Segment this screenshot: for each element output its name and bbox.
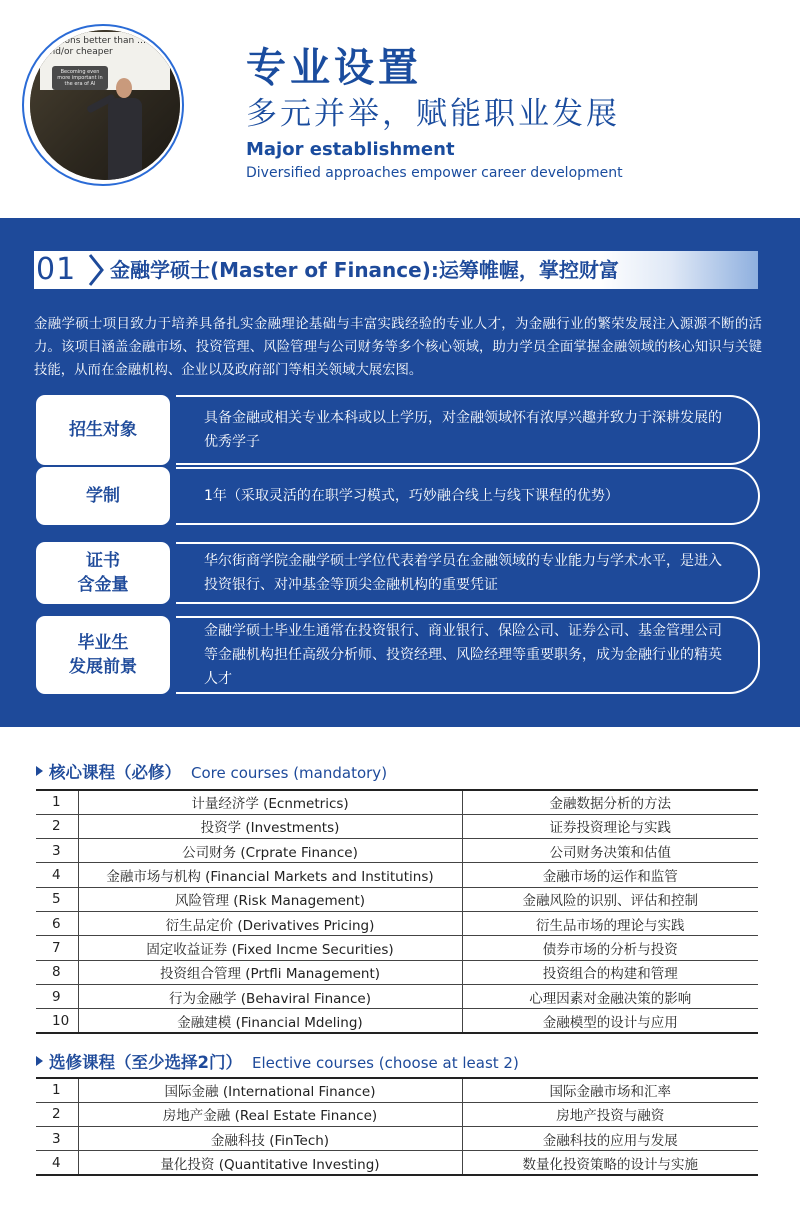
core-courses-title-en: Core courses (mandatory) — [191, 764, 388, 782]
table-row — [36, 790, 758, 814]
course-name: 固定收益证券 (Fixed Incme Securities) — [78, 936, 462, 960]
lecturer-figure — [108, 78, 144, 180]
chevron-right-icon — [86, 253, 106, 287]
elective-courses-table — [36, 1077, 758, 1176]
course-number: 2 — [36, 814, 78, 838]
info-content: 华尔街商学院金融学硕士学位代表着学员在金融领域的专业能力与学术水平，是进入投资银行、对冲基金等顶尖金融机构的重要凭证 — [176, 542, 760, 604]
core-courses-heading — [36, 759, 387, 783]
info-content: 具备金融或相关专业本科或以上学历，对金融领域怀有浓厚兴趣并致力于深耕发展的优秀学子 — [176, 395, 760, 465]
table-row — [36, 1009, 758, 1033]
info-label: 证书 含金量 — [36, 542, 170, 604]
page-subtitle-en: Diversified approaches empower career development — [246, 165, 623, 181]
course-name: 量化投资 (Quantitative Investing) — [78, 1151, 462, 1175]
section-heading-bar — [34, 251, 758, 289]
section-number: 01 — [36, 252, 77, 287]
course-name: 金融市场与机构 (Financial Markets and Institutins) — [78, 863, 462, 887]
page-subtitle: 多元并举，赋能职业发展 — [246, 96, 620, 132]
course-number: 2 — [36, 1102, 78, 1126]
course-description: 金融市场的运作和监管 — [462, 863, 758, 887]
course-name: 衍生品定价 (Derivatives Pricing) — [78, 911, 462, 935]
info-content: 1年（采取灵活的在职学习模式，巧妙融合线上与线下课程的优势） — [176, 467, 760, 525]
info-row-enrollment — [36, 395, 760, 465]
course-number: 3 — [36, 839, 78, 863]
elective-courses-heading — [36, 1049, 519, 1073]
program-section — [0, 218, 800, 727]
course-name: 投资组合管理 (Prtfli Management) — [78, 960, 462, 984]
info-content: 金融学硕士毕业生通常在投资银行、商业银行、保险公司、证券公司、基金管理公司等金融机构担任高级分析师、投资经理、风险经理等重要职务，成为金融行业的精英人才 — [176, 616, 760, 694]
page-title-en: Major establishment — [246, 139, 455, 160]
course-description: 国际金融市场和汇率 — [462, 1078, 758, 1102]
course-name: 行为金融学 (Behaviral Finance) — [78, 984, 462, 1008]
table-row — [36, 1102, 758, 1126]
elective-courses-title-cn: 选修课程（至少选择2门） — [49, 1053, 242, 1072]
course-description: 债券市场的分析与投资 — [462, 936, 758, 960]
course-number: 5 — [36, 887, 78, 911]
table-row — [36, 911, 758, 935]
course-number: 8 — [36, 960, 78, 984]
table-row — [36, 1078, 758, 1102]
core-courses-table — [36, 789, 758, 1034]
page-header — [0, 0, 800, 218]
course-description: 投资组合的构建和管理 — [462, 960, 758, 984]
triangle-right-icon — [36, 1056, 43, 1066]
course-description: 房地产投资与融资 — [462, 1102, 758, 1126]
course-description: 数量化投资策略的设计与实施 — [462, 1151, 758, 1175]
course-number: 1 — [36, 1078, 78, 1102]
course-description: 证券投资理论与实践 — [462, 814, 758, 838]
info-label: 毕业生 发展前景 — [36, 616, 170, 694]
table-row — [36, 1127, 758, 1151]
course-name: 金融科技 (FinTech) — [78, 1127, 462, 1151]
triangle-right-icon — [36, 766, 43, 776]
course-name: 风险管理 (Risk Management) — [78, 887, 462, 911]
course-name: 投资学 (Investments) — [78, 814, 462, 838]
course-name: 金融建模 (Financial Mdeling) — [78, 1009, 462, 1033]
slide-text: …ations better than …etter and/or cheaper — [44, 36, 168, 57]
table-row — [36, 984, 758, 1008]
info-label: 招生对象 — [36, 395, 170, 465]
page-title: 专业设置 — [246, 45, 422, 91]
info-row-prospects — [36, 616, 760, 694]
table-row — [36, 814, 758, 838]
table-row — [36, 839, 758, 863]
course-name: 计量经济学 (Ecnmetrics) — [78, 790, 462, 814]
elective-courses-title-en: Elective courses (choose at least 2) — [251, 1054, 519, 1072]
slide-bubble: Becoming even more important in the era of AI — [52, 66, 108, 90]
section-title: 金融学硕士(Master of Finance):运筹帷幄，掌控财富 — [110, 258, 619, 282]
info-row-certificate — [36, 542, 760, 604]
table-row — [36, 936, 758, 960]
course-number: 6 — [36, 911, 78, 935]
course-number: 9 — [36, 984, 78, 1008]
program-intro: 金融学硕士项目致力于培养具备扎实金融理论基础与丰富实践经验的专业人才，为金融行业的繁荣发展注入源源不断的活力。该项目涵盖金融市场、投资管理、风险管理与公司财务等多个核心领域，助力学员全面掌握金融领域的核心知识与关键技能，从而在金融机构、企业以及政府部门等相关领域大展宏图。 — [34, 317, 762, 378]
core-courses-title-cn: 核心课程（必修） — [49, 763, 181, 782]
course-description: 金融模型的设计与应用 — [462, 1009, 758, 1033]
course-number: 3 — [36, 1127, 78, 1151]
course-description: 金融数据分析的方法 — [462, 790, 758, 814]
course-description: 金融风险的识别、评估和控制 — [462, 887, 758, 911]
course-number: 1 — [36, 790, 78, 814]
course-name: 房地产金融 (Real Estate Finance) — [78, 1102, 462, 1126]
course-description: 衍生品市场的理论与实践 — [462, 911, 758, 935]
course-number: 7 — [36, 936, 78, 960]
lecturer-photo — [30, 30, 180, 180]
info-label: 学制 — [36, 467, 170, 525]
course-number: 4 — [36, 863, 78, 887]
table-row — [36, 1151, 758, 1175]
course-description: 金融科技的应用与发展 — [462, 1127, 758, 1151]
course-name: 公司财务 (Crprate Finance) — [78, 839, 462, 863]
course-description: 心理因素对金融决策的影响 — [462, 984, 758, 1008]
info-row-duration — [36, 467, 760, 525]
course-description: 公司财务决策和估值 — [462, 839, 758, 863]
course-number: 10 — [36, 1009, 78, 1033]
table-row — [36, 863, 758, 887]
table-row — [36, 887, 758, 911]
course-name: 国际金融 (International Finance) — [78, 1078, 462, 1102]
course-number: 4 — [36, 1151, 78, 1175]
table-row — [36, 960, 758, 984]
